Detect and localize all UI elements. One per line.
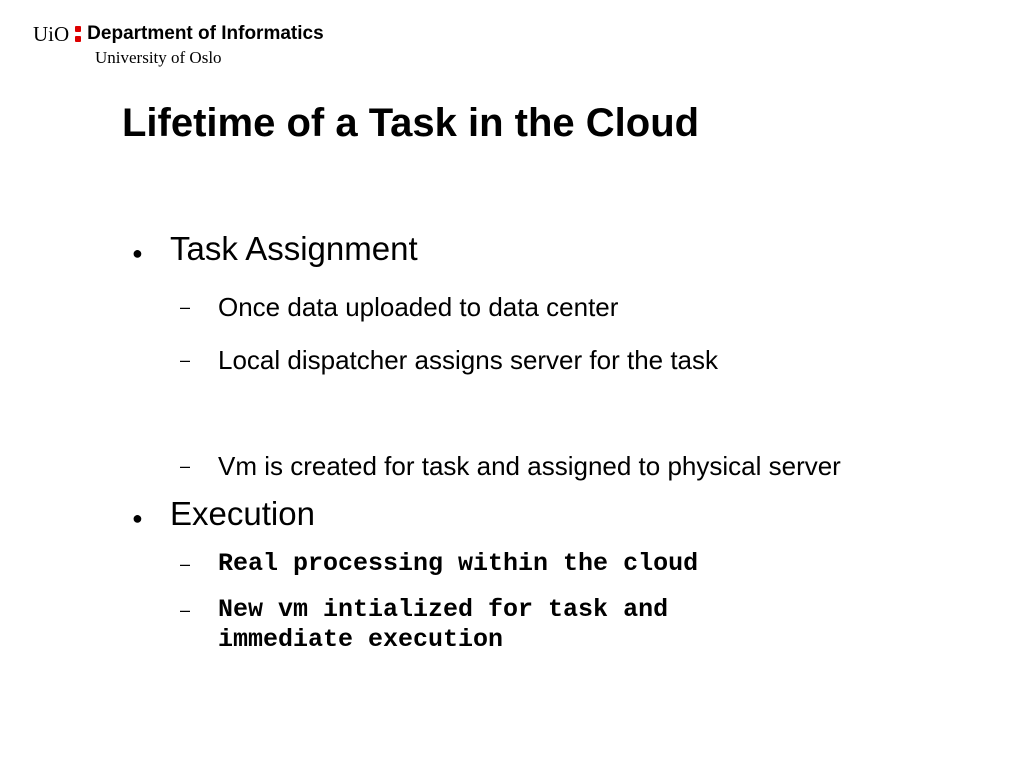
logo-colon-icon <box>75 26 81 42</box>
dash-icon: – <box>180 297 191 317</box>
bullet-execution <box>132 493 912 539</box>
sub-bullet-text: Vm is created for task and assigned to physical server <box>218 451 841 481</box>
dash-icon: – <box>180 456 191 476</box>
sub-bullet-once-data-uploaded <box>180 288 912 326</box>
sub-bullet-text: Local dispatcher assigns server for the task <box>218 345 719 375</box>
sub-bullet-text: Real processing within the cloud <box>218 549 699 578</box>
bullet-task-assignment <box>132 228 912 274</box>
slide-title: Lifetime of a Task in the Cloud <box>122 101 700 145</box>
bullet-text: Task Assignment <box>170 230 418 267</box>
uio-logo: UiO <box>33 21 70 46</box>
university-name: University of Oslo <box>95 48 222 67</box>
sub-bullet-real-processing <box>180 549 912 579</box>
bullet-text: Execution <box>170 495 315 532</box>
dash-icon: – <box>180 600 191 620</box>
logo-row <box>33 20 324 48</box>
sub-bullet-new-vm <box>180 595 912 655</box>
dash-icon: – <box>180 554 191 574</box>
sub-bullet-text: New vm intialized for task and immediate execution <box>218 595 669 654</box>
bullet-icon: ● <box>132 243 143 263</box>
sub-bullet-text: Once data uploaded to data center <box>218 292 619 322</box>
bullet-icon: ● <box>132 508 143 528</box>
dash-icon: – <box>180 350 191 370</box>
sub-bullet-local-dispatcher <box>180 341 912 379</box>
header <box>33 20 324 68</box>
sub-bullet-vm-created <box>180 447 912 485</box>
department-name: Department of Informatics <box>87 23 324 44</box>
slide-content <box>132 228 912 655</box>
